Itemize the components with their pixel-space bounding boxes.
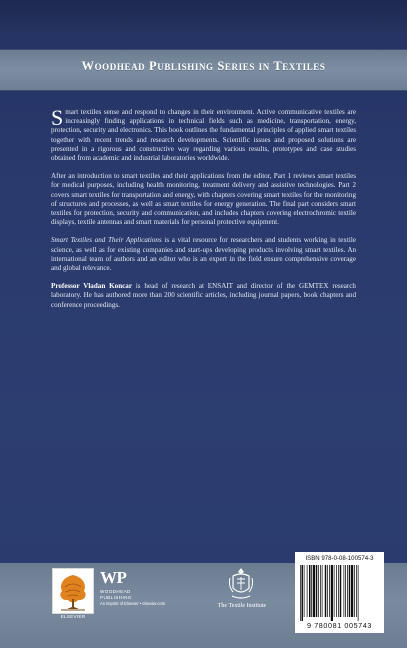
series-band — [0, 49, 407, 91]
series-title: Woodhead Publishing Series in Textiles — [81, 59, 326, 73]
barcode-bar — [311, 565, 312, 617]
blurb-paragraph-4 — [51, 282, 356, 310]
barcode-bar — [304, 565, 305, 617]
top-stripe — [0, 0, 407, 33]
barcode-icon — [299, 565, 380, 621]
blurb-paragraph-4-text: is head of research at ENSAIT and director of the GEMTEX research laboratory. He has authored more than 200 scientific articles, including journal papers, book chapters and conference proceedings. — [51, 282, 356, 309]
isbn-label: ISBN 978-0-08-100574-3 — [305, 555, 374, 562]
imprint-line: An imprint of Elsevier • elsevier.com — [100, 601, 166, 606]
elsevier-label: ELSEVIER — [60, 614, 86, 619]
barcode-bar — [309, 565, 311, 617]
barcode-bar — [356, 565, 357, 617]
barcode-bar — [307, 565, 308, 617]
blurb-text — [51, 105, 357, 319]
barcode-bar — [344, 565, 345, 617]
barcode-bar — [316, 565, 318, 617]
barcode-bar — [340, 565, 342, 617]
wp-mark: WP — [100, 568, 127, 587]
elsevier-tree-icon — [52, 568, 94, 614]
barcode-bar — [320, 565, 321, 617]
blurb-paragraph-2: After an introduction to smart textiles and their applications from the editor, Part 1 reviews smart textiles for medical purposes, including health monitoring, treatment delivery and assistive technologies. Part 2 covers smart textiles for transportation and energy, with chapters covering smart textiles for the monitoring of structures and processes, as well as smart textiles for energy generation. The final part considers smart textiles for protection, security and communication, and includes chapters covering electrochromic textile displays, textile antennas and smart materials for personal protective equipment. — [51, 172, 356, 227]
blurb-paragraph-1-text: mart textiles sense and respond to changes in their environment. Active communicative textiles are increasingly finding applications in technical fields such as medicine, transportation, energy, protection, security and electronics. This book outlines the fundamental principles of applied smart textiles together with recent trends and research developments. Scientific issues and proposed solutions are presented in a rigorous and constructive way regarding various results, prototypes and case studies obtained from academic and industrial laboratories worldwide. — [51, 108, 356, 163]
crest-icon — [228, 566, 254, 602]
barcode-bar — [347, 565, 348, 617]
barcode-bar — [349, 565, 351, 617]
barcode-bar — [327, 565, 328, 617]
barcode-bar — [325, 565, 327, 617]
barcode-digits: 9 780081 005743 — [307, 621, 372, 630]
blurb-paragraph-3 — [51, 236, 356, 273]
barcode-bar — [329, 565, 330, 617]
barcode-bar — [358, 565, 359, 621]
barcode-bar — [300, 565, 301, 621]
barcode-bar — [354, 565, 355, 617]
barcode-bar — [345, 565, 346, 617]
blurb-paragraph-1 — [51, 105, 356, 163]
book-title-italic: Smart Textiles and Their Applications — [51, 236, 162, 245]
barcode-bar — [338, 565, 339, 617]
blurb-paragraph-3-text: is a vital resource for researchers and students working in textile science, as well as for existing companies and start-ups developing products involving smart textiles. An international team of authors and an editor who is an expert in the field ensure comprehensive coverage and global relevance. — [51, 236, 357, 273]
drop-cap: S — [51, 105, 64, 130]
publishing-label: PUBLISHING — [100, 595, 132, 600]
barcode-bar — [336, 565, 337, 617]
barcode-bar — [334, 565, 335, 617]
barcode-bar — [318, 565, 319, 617]
barcode-bar — [331, 565, 333, 621]
textile-institute-label: The Textile Institute — [217, 603, 267, 609]
barcode-bar — [302, 565, 304, 621]
barcode-bar — [351, 565, 353, 617]
editor-name: Professor Vladan Koncar — [51, 282, 132, 291]
barcode-panel — [295, 552, 384, 633]
barcode-bar — [313, 565, 315, 617]
woodhead-label: WOODHEAD — [100, 589, 131, 594]
barcode-bar — [322, 565, 323, 617]
